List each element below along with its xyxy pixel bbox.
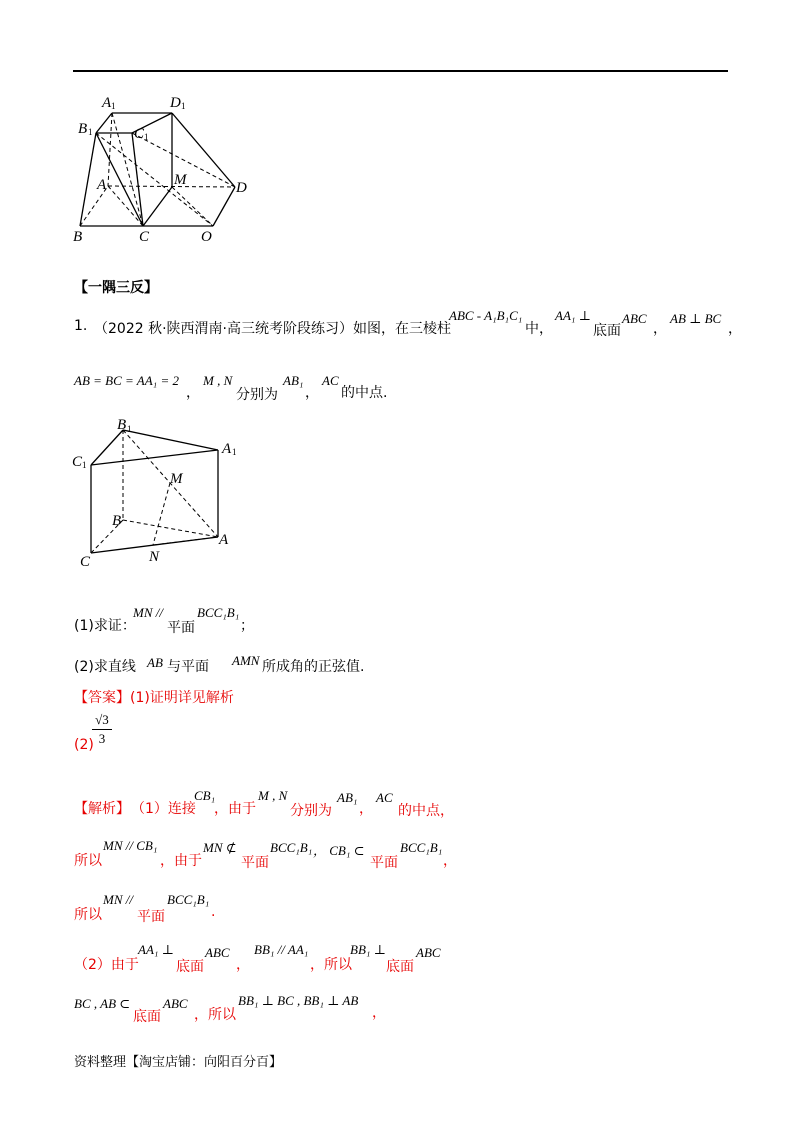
problem-midpoint: 的中点.: [341, 385, 388, 401]
fig2-label-m: M: [170, 471, 183, 487]
fig1-label-a: A: [97, 177, 107, 193]
solution-suoyi3: ，所以: [310, 957, 352, 973]
solution-bcab: BC , AB ⊂: [74, 996, 131, 1011]
answer-denominator: 3: [98, 731, 106, 746]
q1-end: ；: [240, 618, 254, 634]
q2-prefix: (2)求直线: [74, 659, 136, 675]
solution-plane2: 平面: [370, 855, 398, 871]
answer-fraction: [92, 712, 112, 747]
problem-comma: ，: [653, 321, 667, 337]
solution-l1a: （1）连接: [131, 801, 196, 817]
problem-comma2: ，: [728, 321, 742, 337]
solution-suoyi4: ，所以: [194, 1007, 236, 1023]
q2-ab: AB: [147, 655, 163, 670]
solution-ac: AC: [376, 790, 393, 805]
q1-mn: MN //: [133, 605, 163, 620]
solution-bb1perp: BB₁ ⊥ BC , BB₁ ⊥ AB: [238, 993, 359, 1008]
fig1-label-b: B: [73, 229, 83, 245]
figure-1-diagram: [70, 88, 260, 248]
solution-ab1: AB₁: [337, 790, 358, 805]
solution-dimian2: 底面: [386, 959, 414, 975]
fig2-label-c: C: [80, 554, 91, 570]
q1-prefix: (1)求证：: [74, 618, 136, 634]
fig1-label-o: O: [201, 229, 212, 245]
fig1-label-c: C: [139, 229, 150, 245]
problem-equation: AB = BC = AA₁ = 2: [74, 373, 179, 388]
fig2-label-c1: C: [72, 454, 83, 470]
svg-text:1: 1: [82, 460, 87, 470]
solution-c1: ，: [236, 957, 250, 973]
solution-plane: 平面: [241, 855, 269, 871]
problem-aa1: AA₁ ⊥: [555, 308, 591, 323]
solution-dimian: 底面: [176, 959, 204, 975]
footer-text: 资料整理【淘宝店铺：向阳百分百】: [74, 1055, 283, 1070]
solution-dimian3: 底面: [133, 1009, 161, 1025]
svg-text:1: 1: [88, 127, 93, 137]
problem-comma4: ，: [305, 385, 319, 401]
solution-bcc1b1: BCC₁B₁: [270, 840, 313, 855]
problem-fenbie: 分别为: [236, 387, 278, 403]
solution-comma-end: ，: [443, 853, 457, 869]
fig2-label-b: B: [112, 513, 122, 529]
problem-comma3: ，: [186, 385, 200, 401]
solution-bb1-aa1: BB₁ // AA₁: [254, 942, 309, 957]
problem-ac: AC: [322, 373, 339, 388]
fig1-label-d: D: [236, 180, 247, 196]
solution-mn-notin: MN ⊄: [203, 840, 237, 855]
solution-l4a: （2）由于: [74, 957, 139, 973]
solution-mn-cb1: MN // CB₁: [103, 838, 158, 853]
solution-plane3: 平面: [137, 909, 165, 925]
solution-bcc1b1-3: BCC₁B₁: [167, 892, 210, 907]
solution-youyu: ，由于: [160, 853, 202, 869]
answer-numerator: √3: [95, 712, 109, 727]
problem-number: 1.: [74, 318, 88, 334]
solution-abc3: ABC: [163, 996, 188, 1011]
solution-cb1: CB₁: [194, 788, 216, 803]
fig1-label-b1: B: [78, 121, 88, 137]
fig1-label-c1: C: [134, 126, 145, 142]
fig2-label-n: N: [149, 549, 160, 565]
fig1-label-d1: D: [170, 95, 181, 111]
svg-text:1: 1: [127, 424, 132, 434]
solution-abc2: ABC: [416, 945, 441, 960]
solution-cb1-in: [313, 840, 365, 859]
q1-bcc1b1: BCC₁B₁: [197, 605, 240, 620]
q2-end: 所成角的正弦值.: [262, 659, 365, 675]
fig2-label-b1: B: [117, 417, 127, 433]
solution-zd: 的中点，: [398, 803, 454, 819]
solution-c-end: ，: [372, 1005, 386, 1021]
problem-prism: ABC - A₁B₁C₁: [449, 308, 523, 323]
problem-ab-perp-bc: AB ⊥ BC: [670, 311, 722, 326]
solution-comma: ，: [359, 801, 373, 817]
answer-label-text: 【答案】: [74, 690, 130, 706]
answer-p2: (2): [74, 737, 94, 753]
solution-mn-par: MN //: [103, 892, 133, 907]
solution-suoyi2: 所以: [74, 907, 102, 923]
fig2-label-a1: A: [222, 441, 232, 457]
solution-abc: ABC: [205, 945, 230, 960]
solution-label: 【解析】: [74, 801, 130, 817]
figure-2-diagram: [68, 415, 243, 575]
q2-mid: 与平面: [167, 659, 209, 675]
fig1-label-a1: A: [102, 95, 112, 111]
problem-source: （2022 秋·陕西渭南·高三统考阶段练习）如图，在三棱柱: [94, 321, 451, 337]
solution-bcc1b1-2: BCC₁B₁: [400, 840, 443, 855]
solution-l1b: ，由于: [214, 801, 256, 817]
fraction-bar: [92, 729, 112, 730]
problem-zhong: 中，: [525, 321, 553, 337]
answer-text: (1)证明详见解析: [130, 690, 234, 706]
solution-cb1-in-text: ， CB₁ ⊂: [313, 843, 365, 858]
solution-mn: M , N: [258, 788, 288, 803]
problem-mn: M , N: [203, 373, 233, 388]
solution-dot: .: [211, 904, 216, 920]
solution-bb1: BB₁ ⊥: [350, 942, 386, 957]
section-title: 【一隅三反】: [74, 280, 158, 296]
problem-dimian: 底面: [593, 323, 621, 339]
svg-text:1: 1: [232, 447, 237, 457]
svg-text:1: 1: [144, 132, 149, 142]
q1-plane: 平面: [167, 620, 195, 636]
q2-amn: AMN: [232, 653, 260, 668]
header-rule: [73, 70, 728, 72]
solution-suoyi: 所以: [74, 853, 102, 869]
solution-fenbie: 分别为: [290, 803, 332, 819]
svg-text:1: 1: [111, 101, 116, 111]
fig1-label-m: M: [174, 172, 187, 188]
fig2-label-a: A: [219, 532, 229, 548]
solution-aa1: AA₁ ⊥: [138, 942, 174, 957]
problem-abc: ABC: [622, 311, 647, 326]
answer-label: [74, 687, 234, 707]
problem-ab1: AB₁: [283, 373, 304, 388]
svg-text:1: 1: [181, 101, 186, 111]
